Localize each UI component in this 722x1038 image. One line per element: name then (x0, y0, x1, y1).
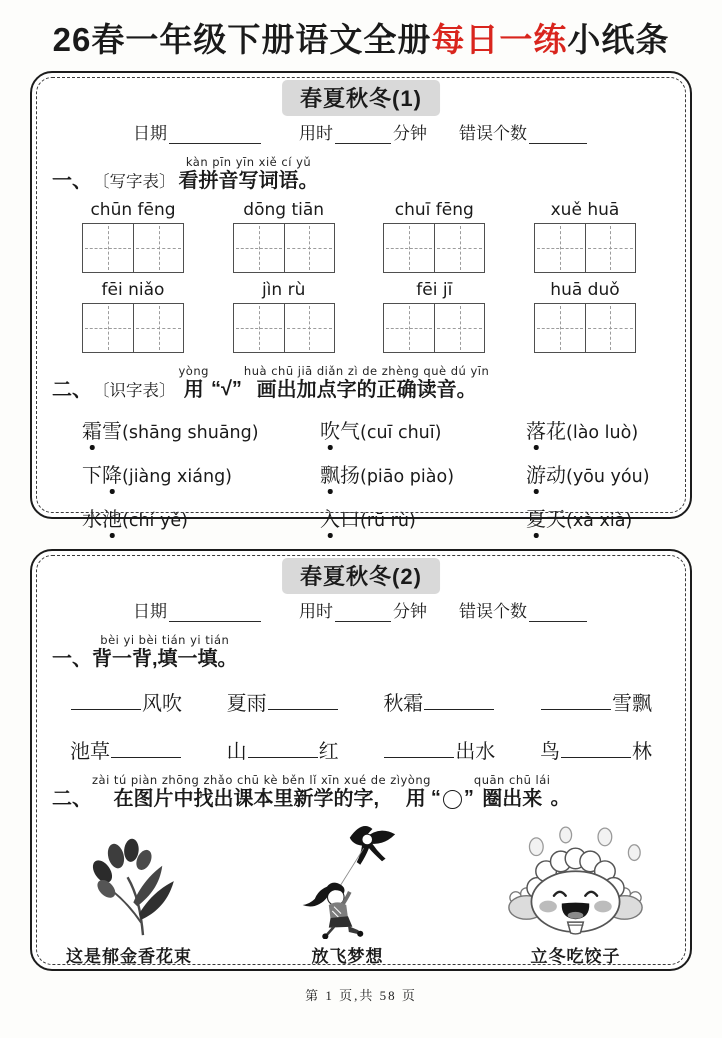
pinyin-options: (shāng shuāng) (122, 422, 259, 443)
fill-blank (71, 693, 141, 710)
word-item (82, 459, 320, 488)
page-title-post: 小纸条 (567, 21, 670, 58)
pinyin-word (534, 200, 636, 273)
word-item (82, 415, 320, 444)
writing-grid (82, 223, 184, 273)
fill-text: 池草 (70, 741, 110, 764)
minutes-label: 分钟 (393, 124, 427, 143)
pinyin-options: (piāo piào) (360, 466, 455, 487)
word-item (320, 415, 526, 444)
section-heading (52, 365, 690, 401)
writing-grid (534, 303, 636, 353)
fill-text: 山 (226, 741, 247, 764)
pinyin-grid-row (32, 280, 690, 353)
fill-blank (541, 693, 611, 710)
pinyin-options: (lào luò) (566, 422, 639, 443)
dotted-char: 落 (526, 420, 546, 443)
pinyin-word-label: dōng tiān (243, 200, 325, 221)
dotted-char: 夏 (526, 508, 546, 531)
section-title-text: 画出加点字的正确读音。 (256, 379, 477, 402)
word-text: 动 (546, 464, 566, 487)
date-blank (169, 607, 261, 622)
dotted-char: 游 (526, 464, 546, 487)
section-number: 一、 (52, 647, 92, 670)
pinyin-options: (xà xià) (566, 510, 633, 531)
section-title-text: 圈出来 (482, 788, 543, 811)
errors-label: 错误个数 (459, 124, 527, 143)
fill-in-row (70, 690, 652, 716)
grid-cell (535, 224, 585, 272)
page-footer: 第 1 页,共 58 页 (305, 988, 417, 1003)
pinyin-word-label: xuě huā (550, 200, 620, 221)
figure-caption: 放飞梦想 (311, 946, 384, 966)
section-tag: 〔写字表〕 (93, 172, 176, 191)
grid-cell (83, 304, 133, 352)
word-options-grid (82, 415, 674, 532)
word-item (526, 503, 674, 532)
section-heading (52, 634, 690, 670)
pinyin-word (233, 280, 335, 353)
grid-cell (234, 304, 284, 352)
section-title-text: 背一背,填一填。 (92, 647, 238, 670)
grid-cell (83, 224, 133, 272)
illustration-row (66, 815, 648, 967)
page-title (0, 14, 722, 61)
circle-glyph (443, 790, 462, 809)
fill-group (70, 735, 182, 764)
figure-dumpling (503, 825, 648, 967)
pinyin-text-stack (400, 774, 430, 810)
pinyin-word-label: fēi jī (416, 280, 453, 301)
writing-grid (82, 303, 184, 353)
dumpling-cartoon-icon (503, 825, 648, 939)
grid-cell (434, 224, 484, 272)
fill-group (227, 687, 339, 716)
pinyin-word-label: fēi niǎo (101, 280, 165, 301)
pinyin-annotation: quān chū lái (473, 773, 551, 788)
worksheet-card-2 (30, 549, 692, 971)
section-tag: 〔识字表〕 (93, 382, 176, 401)
pinyin-word (534, 280, 636, 353)
fill-blank (268, 693, 338, 710)
pinyin-annotation: bèi yi bèi tián yi tián (100, 633, 230, 647)
minutes-label: 分钟 (393, 602, 427, 621)
section-title-text: 看拼音写词语。 (178, 169, 319, 192)
pinyin-grid-row (32, 200, 690, 273)
errors-blank (529, 129, 587, 144)
fill-group (383, 687, 495, 716)
grid-cell (133, 304, 183, 352)
pinyin-options: (chí yě) (122, 510, 188, 531)
fill-text: 雪飘 (611, 693, 652, 716)
pinyin-annotation: huà chū jiā diǎn zì de zhèng què dú yīn (243, 364, 490, 379)
fill-text: 出水 (455, 741, 496, 764)
pinyin-options: (jiàng xiáng) (122, 466, 233, 487)
grid-cell (434, 304, 484, 352)
pinyin-text-stack (474, 774, 551, 810)
writing-grid (383, 303, 485, 353)
worksheet-card-1 (30, 71, 692, 531)
grid-cell (284, 224, 334, 272)
pinyin-options: (cuī chuī) (360, 422, 442, 443)
pinyin-word-label: chuī fēng (394, 200, 474, 221)
dotted-char: 吹 (320, 420, 340, 443)
pinyin-word-label: huā duǒ (550, 280, 620, 301)
time-blank (335, 129, 391, 144)
word-item (320, 503, 526, 532)
grid-cell (384, 224, 434, 272)
word-text: 花 (546, 420, 566, 443)
title-highlight: 每日一练 (431, 21, 568, 58)
time-blank (335, 607, 391, 622)
word-text: 扬 (340, 464, 360, 487)
time-label: 用时 (299, 602, 333, 621)
swallow-kite-child-icon (295, 815, 401, 939)
grid-cell (133, 224, 183, 272)
word-item (526, 415, 674, 444)
figure-caption: 立冬吃饺子 (530, 946, 621, 966)
dotted-char: 入 (320, 508, 340, 531)
grid-cell (535, 304, 585, 352)
pinyin-annotation: yòng (178, 364, 209, 379)
fill-text: 林 (631, 741, 652, 764)
grid-cell (585, 224, 635, 272)
open-quote: “ (430, 787, 441, 810)
section-number: 二、 (52, 379, 92, 402)
grid-cell (384, 304, 434, 352)
date-blank (169, 129, 261, 144)
word-item (526, 459, 674, 488)
pinyin-word (233, 200, 335, 273)
word-text: 气 (340, 420, 360, 443)
figure-caption: 这是郁金香花束 (66, 946, 192, 966)
word-text: 口 (340, 508, 360, 531)
fill-blank (424, 693, 494, 710)
dotted-char: 池 (102, 508, 122, 531)
figure-tulip (66, 831, 192, 967)
word-text: 天 (546, 508, 566, 531)
section-badge: 春夏秋冬(1) (282, 80, 440, 116)
section-number: 二、 (52, 788, 92, 811)
section-number: 一、 (52, 169, 92, 192)
pinyin-word (383, 280, 485, 353)
section-title-text: 用 (183, 379, 204, 402)
section-title-text: 在图片中找出课本里新学的字, (113, 788, 380, 811)
fill-text: 风吹 (142, 693, 182, 716)
sentence-period: 。 (550, 787, 571, 810)
section-heading (52, 156, 690, 192)
fill-blank (384, 741, 454, 758)
fill-text: 秋霜 (383, 693, 424, 716)
dotted-char: 飘 (320, 464, 340, 487)
pinyin-annotation: kàn pīn yīn xiě cí yǔ (185, 155, 312, 169)
fill-group (540, 687, 652, 716)
pinyin-word (82, 200, 184, 273)
pinyin-word (82, 280, 184, 353)
checkmark-quote: “√” (210, 378, 242, 401)
date-label: 日期 (133, 602, 167, 621)
fill-blank (248, 741, 318, 758)
fill-group (383, 735, 495, 764)
fill-blank (111, 741, 181, 758)
pinyin-annotation: zài tú piàn zhōng zhǎo chū kè běn lǐ xīn xué de zì (92, 773, 401, 788)
writing-grid (233, 223, 335, 273)
fill-in-row (70, 738, 652, 764)
word-text: 下 (82, 464, 102, 487)
section-badge: 春夏秋冬(2) (282, 558, 440, 594)
grid-cell (585, 304, 635, 352)
fill-text: 夏雨 (226, 693, 267, 716)
word-text: 水 (82, 508, 102, 531)
writing-grid (534, 223, 636, 273)
time-label: 用时 (299, 124, 333, 143)
writing-grid (383, 223, 485, 273)
meta-row (32, 601, 690, 622)
close-quote: ” (463, 787, 474, 810)
tulip-bouquet-icon (73, 831, 185, 939)
pinyin-text-stack (179, 365, 209, 401)
pinyin-text-stack (92, 634, 238, 670)
word-text: 雪 (102, 420, 122, 443)
fill-group (227, 735, 339, 764)
pinyin-options: (yōu yóu) (566, 466, 650, 487)
grid-cell (234, 224, 284, 272)
fill-text: 红 (318, 741, 339, 764)
meta-row (32, 123, 690, 144)
errors-blank (529, 607, 587, 622)
figure-kite-child (295, 815, 401, 967)
pinyin-text-stack (244, 365, 489, 401)
fill-blank (561, 741, 631, 758)
pinyin-annotation: yòng (400, 773, 431, 788)
pinyin-word (383, 200, 485, 273)
writing-grid (233, 303, 335, 353)
fill-group (70, 687, 182, 716)
word-item (82, 503, 320, 532)
section-heading (52, 774, 690, 810)
date-label: 日期 (133, 124, 167, 143)
section-title-text: 用 (405, 788, 426, 811)
pinyin-text-stack (179, 156, 319, 192)
pinyin-options: (rū rù) (360, 510, 416, 531)
grid-cell (284, 304, 334, 352)
pinyin-text-stack (92, 774, 400, 810)
dotted-char: 降 (102, 464, 122, 487)
dotted-char: 霜 (82, 420, 102, 443)
fill-text: 鸟 (539, 741, 560, 764)
word-item (320, 459, 526, 488)
pinyin-word-label: jìn rù (261, 280, 306, 301)
errors-label: 错误个数 (459, 602, 527, 621)
page-title-pre: 26春一年级下册语文全册 (52, 21, 432, 58)
pinyin-word-label: chūn fēng (90, 200, 176, 221)
fill-group (540, 735, 652, 764)
